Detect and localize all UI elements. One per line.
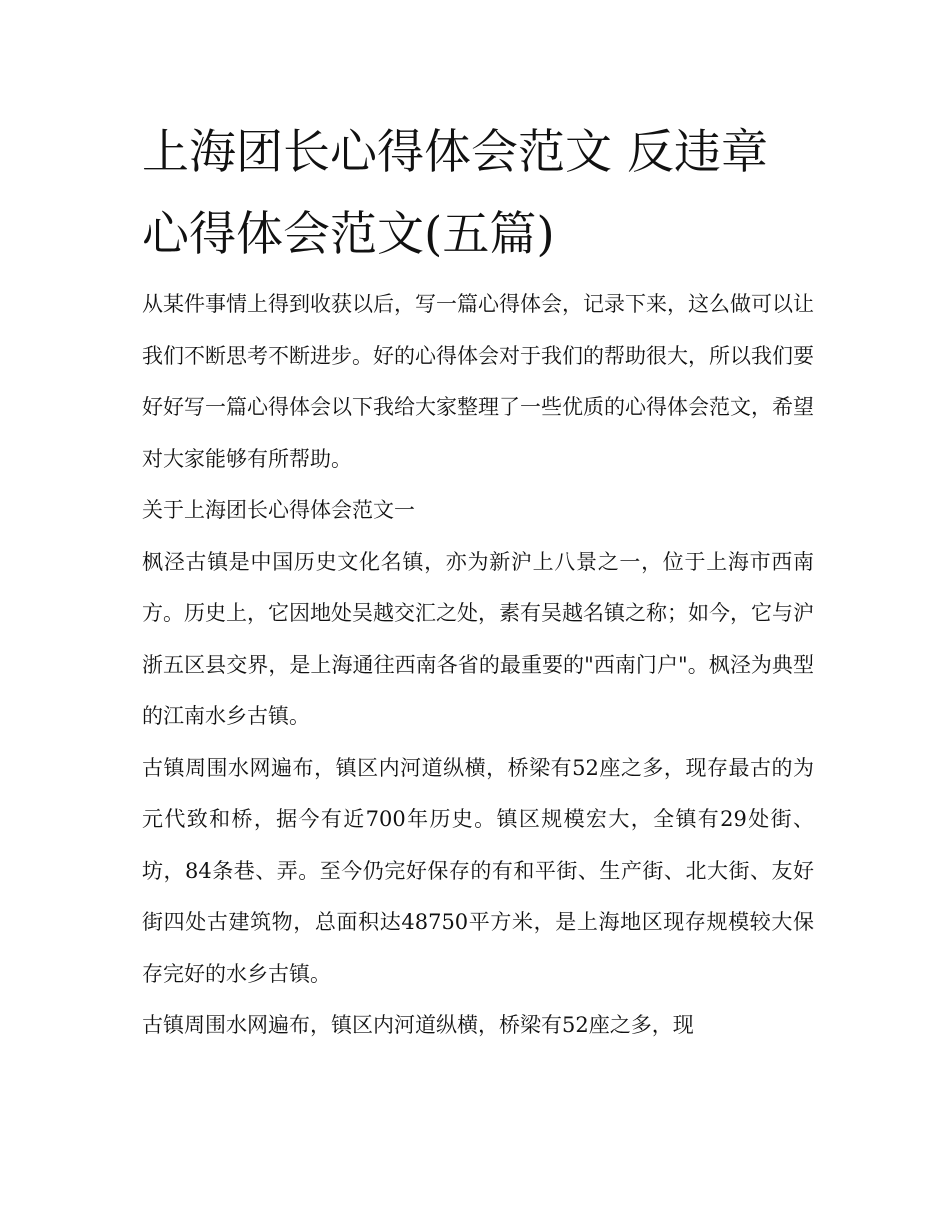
document-title: 上海团长心得体会范文 反违章心得体会范文(五篇) — [142, 125, 768, 262]
body-paragraph: 古镇周围水网遍布，镇区内河道纵横，桥梁有52座之多，现存最古的为元代致和桥，据今有近700年历史。镇区规模宏大，全镇有29处街、坊，84条巷、弄。至今仍完好保存的有和平街、生产街、北大街、友好街四处古建筑物，总面积达48750平方米，是上海地区现存规模较大保存完好的水乡古镇。 — [142, 755, 814, 986]
section-heading: 关于上海团长心得体会范文一 — [142, 498, 415, 522]
body-paragraph: 枫泾古镇是中国历史文化名镇，亦为新沪上八景之一，位于上海市西南方。历史上，它因地处吴越交汇之处，素有吴越名镇之称；如今，它与沪浙五区县交界，是上海通往西南各省的最重要的"西南门户"。枫泾为典型的江南水乡古镇。 — [142, 549, 814, 728]
intro-paragraph: 从某件事情上得到收获以后，写一篇心得体会，记录下来，这么做可以让我们不断思考不断进步。好的心得体会对于我们的帮助很大，所以我们要好好写一篇心得体会以下我给大家整理了一些优质的心得体会范文，希望对大家能够有所帮助。 — [142, 292, 814, 471]
document-page — [142, 112, 814, 1052]
body-paragraph: 古镇周围水网遍布，镇区内河道纵横，桥梁有52座之多，现 — [142, 1013, 694, 1037]
